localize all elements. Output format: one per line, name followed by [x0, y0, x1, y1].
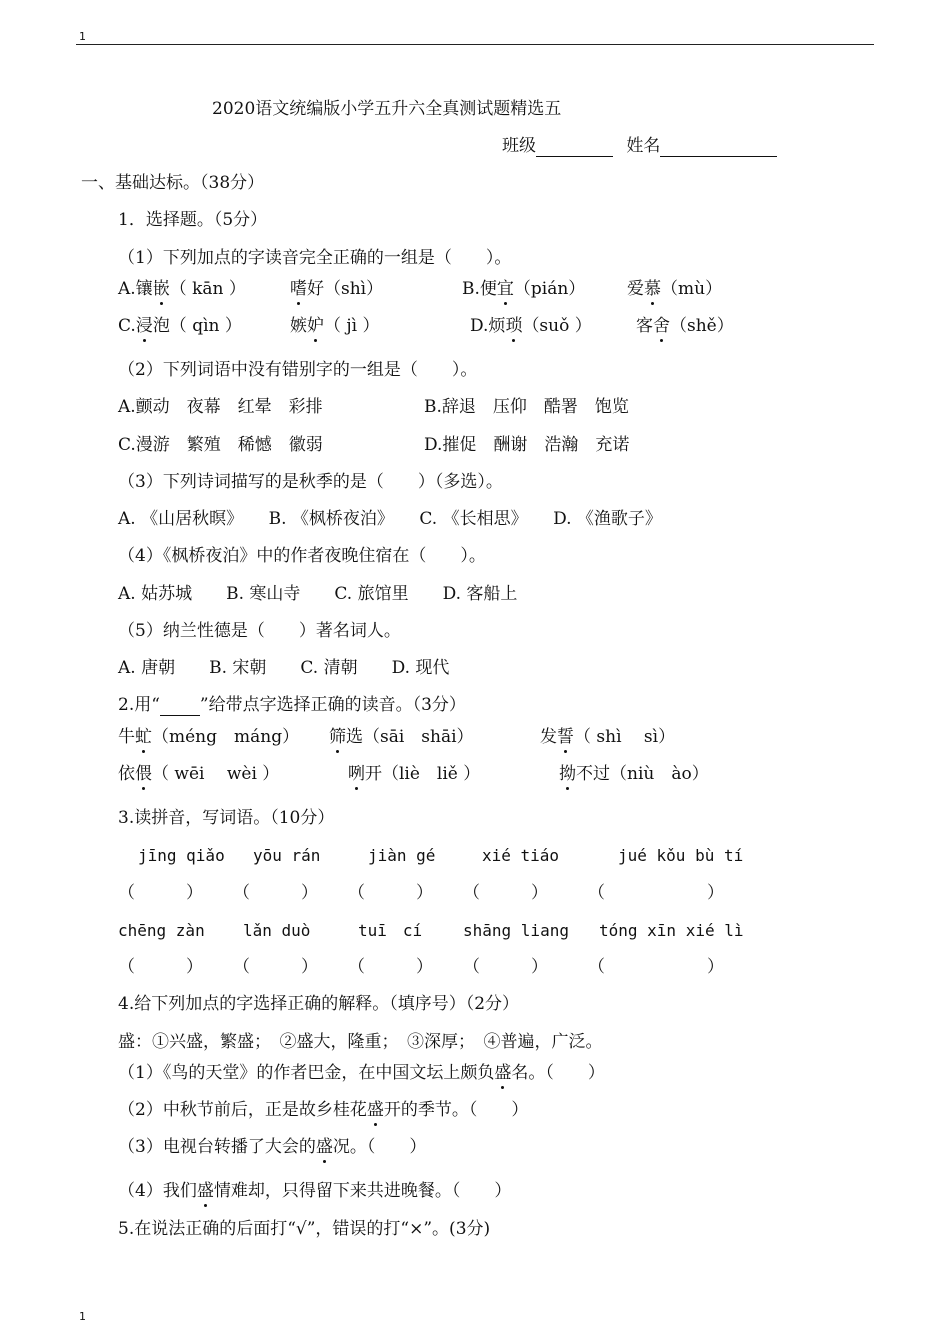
q4-header: 4.给下列加点的字选择正确的解释。（填序号）（2分）: [118, 994, 520, 1014]
q3-pinyin-1: jīng qiǎo: [138, 846, 225, 865]
dotted-char: 盛: [315, 1137, 333, 1157]
dotted-char: 嗜: [290, 279, 307, 299]
q3-pinyin-10: tóng xīn xié lì: [599, 921, 744, 940]
name-label: 姓名: [626, 136, 661, 156]
q5-header: 5.在说法正确的后面打“√”，错误的打“×”。(3分): [118, 1219, 491, 1239]
q1-p1-option-d: D.烦琐（suǒ ）: [470, 316, 592, 336]
header-rule: [76, 44, 874, 45]
q4-sentence-2: （2）中秋节前后，正是故乡桂花盛开的季节。（ ）: [118, 1100, 529, 1120]
q1-p1-option-a: A.镶嵌（ kān ）: [118, 279, 246, 299]
dotted-char: 琐: [505, 316, 523, 336]
dotted-char: 盛: [196, 1181, 214, 1201]
q3-answer-5[interactable]: （ ）: [588, 883, 724, 903]
q4-sentence-1: （1）《鸟的天堂》的作者巴金，在中国文坛上颇负盛名。（ ）: [118, 1063, 605, 1083]
class-label: 班级: [502, 136, 536, 156]
q1-header: 1．选择题。（5分）: [118, 210, 268, 230]
class-blank[interactable]: [536, 138, 613, 157]
dotted-char: 筛: [329, 727, 346, 747]
q1-p1-option-a2: 嗜好（shì）: [290, 279, 384, 299]
dotted-char: 嵌: [152, 279, 170, 299]
q3-pinyin-2: yōu rán: [253, 846, 321, 865]
dotted-char: 咧: [348, 764, 365, 784]
section-1-heading: 一、基础达标。（38分）: [81, 173, 265, 193]
q2-word-4: 依偎（ wēi wèi ）: [118, 764, 280, 784]
dotted-char: 盛: [366, 1100, 384, 1120]
q1-p5-options: A. 唐朝 B. 宋朝 C. 清朝 D. 现代: [118, 658, 450, 678]
q3-answer-3[interactable]: （ ）: [348, 883, 433, 903]
q2-word-1: 牛虻（méng máng）: [118, 727, 300, 747]
q4-sentence-3: （3）电视台转播了大会的盛况。（ ）: [118, 1137, 427, 1157]
q3-pinyin-9: shāng liang: [463, 921, 569, 940]
q3-answer-8[interactable]: （ ）: [348, 957, 433, 977]
q3-answer-10[interactable]: （ ）: [588, 957, 724, 977]
page-title: 2020语文统编版小学五升六全真测试题精选五: [212, 99, 562, 119]
class-name-line: [502, 135, 777, 157]
q1-p2-option-a: A.颤动 夜幕 红晕 彩排: [118, 397, 323, 417]
q1-p2-option-d: D.摧促 酬谢 浩瀚 充诺: [424, 435, 630, 455]
dotted-char: 宜: [496, 279, 514, 299]
q3-pinyin-3: jiàn gé: [368, 846, 436, 865]
q3-answer-7[interactable]: （ ）: [233, 957, 318, 977]
q3-pinyin-4: xié tiáo: [482, 846, 560, 865]
q1-p2-option-b: B.辞退 压仰 酷署 饱览: [424, 397, 629, 417]
name-blank[interactable]: [660, 138, 777, 157]
q1-part4-stem: （4）《枫桥夜泊》中的作者夜晚住宿在（ ）。: [118, 546, 486, 566]
dotted-char: 偎: [135, 764, 152, 784]
q2-word-6: 拗不过（niù ào）: [559, 764, 709, 784]
q1-p1-option-c2: 嫉妒（ jì ）: [290, 316, 380, 336]
q2-word-3: 发誓（ shì sì）: [540, 727, 676, 747]
dotted-char: 慕: [644, 279, 661, 299]
q1-part5-stem: （5）纳兰性德是（ ）著名词人。: [118, 621, 401, 641]
dotted-char: 誓: [557, 727, 574, 747]
q1-part1-stem: （1）下列加点的字读音完全正确的一组是（ ）。: [118, 248, 512, 268]
q1-p1-option-b2: 爱慕（mù）: [627, 279, 723, 299]
dotted-char: 盛: [494, 1063, 512, 1083]
q4-definitions: 盛：①兴盛，繁盛； ②盛大，隆重； ③深厚； ④普遍，广泛。: [118, 1032, 603, 1052]
dotted-char: 浸: [135, 316, 153, 336]
q3-pinyin-5: jué kǒu bù tí: [618, 846, 744, 865]
q3-pinyin-8: tuī cí: [358, 921, 423, 940]
q3-pinyin-6: chēng zàn: [118, 921, 205, 940]
dotted-char: 妒: [307, 316, 324, 336]
q3-answer-2[interactable]: （ ）: [233, 883, 318, 903]
q3-pinyin-7: lǎn duò: [243, 921, 311, 940]
q3-answer-6[interactable]: （ ）: [118, 957, 203, 977]
q2-word-5: 咧开（liè liě ）: [348, 764, 481, 784]
q1-p3-options: A. 《山居秋暝》 B. 《枫桥夜泊》 C. 《长相思》 D. 《渔歌子》: [118, 509, 662, 529]
q3-answer-4[interactable]: （ ）: [463, 883, 548, 903]
dotted-char: 拗: [559, 764, 576, 784]
q4-sentence-4: （4）我们盛情难却，只得留下来共进晚餐。（ ）: [118, 1181, 512, 1201]
dotted-char: 舍: [653, 316, 670, 336]
q1-p1-option-c: C.浸泡（ qìn ）: [118, 316, 242, 336]
q1-p1-option-b: B.便宜（pián）: [462, 279, 586, 299]
q1-part3-stem: （3）下列诗词描写的是秋季的是（ ）（多选）。: [118, 472, 503, 492]
dotted-char: 虻: [135, 727, 152, 747]
page-number-top: 1: [79, 30, 86, 43]
q3-header: 3.读拼音，写词语。（10分）: [118, 808, 335, 828]
q1-p4-options: A. 姑苏城 B. 寒山寺 C. 旅馆里 D. 客船上: [118, 584, 518, 604]
underline-blank: [160, 699, 200, 716]
q1-p1-option-d2: 客舍（shě）: [636, 316, 734, 336]
q2-word-2: 筛选（sāi shāi）: [329, 727, 474, 747]
q2-header: 2.用“ ”给带点字选择正确的读音。（3分）: [118, 695, 466, 715]
q3-answer-9[interactable]: （ ）: [463, 957, 548, 977]
q1-p2-option-c: C.漫游 繁殖 稀憾 徽弱: [118, 435, 323, 455]
q3-answer-1[interactable]: （ ）: [118, 883, 203, 903]
page-number-bottom: 1: [79, 1310, 86, 1323]
q1-part2-stem: （2）下列词语中没有错别字的一组是（ ）。: [118, 360, 478, 380]
